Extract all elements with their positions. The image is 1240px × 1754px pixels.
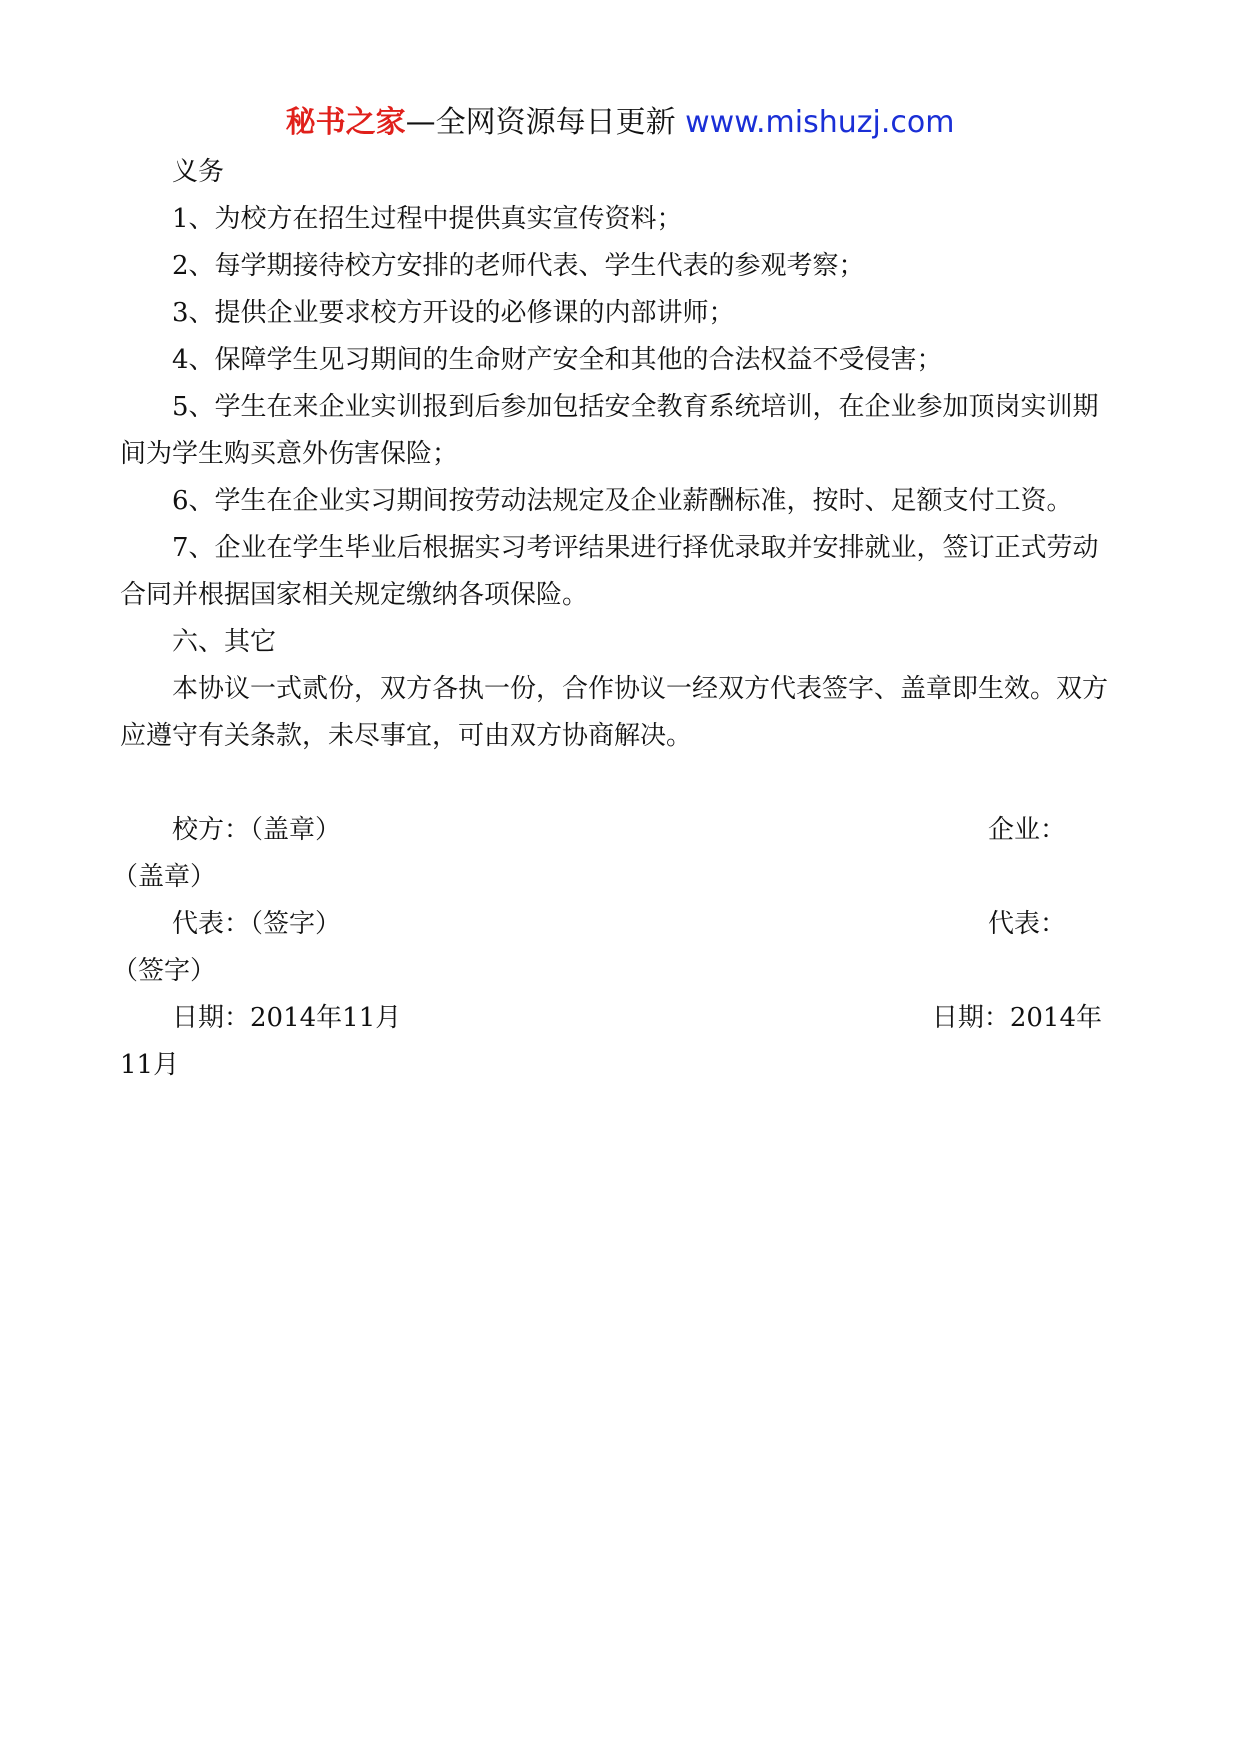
obligation-item-2: 2、每学期接待校方安排的老师代表、学生代表的参观考察； <box>172 251 865 281</box>
corp-date-continuation: 11月 <box>120 1050 180 1080</box>
corp-seal-continuation: （盖章） <box>112 862 217 892</box>
obligation-item-1: 1、为校方在招生过程中提供真实宣传资料； <box>172 204 683 234</box>
obligation-item-7: 7、企业在学生毕业后根据实习考评结果进行择优录取并安排就业，签订正式劳动合同并根据国家相关规定缴纳各项保险。 <box>120 533 1099 610</box>
obligation-item-4: 4、保障学生见习期间的生命财产安全和其他的合法权益不受侵害； <box>172 345 943 375</box>
corp-rep-continuation: （签字） <box>112 956 217 986</box>
document-body <box>112 149 1120 1089</box>
corp-label: 企业： <box>987 815 1066 845</box>
other-section-text: 本协议一式贰份，双方各执一份，合作协议一经双方代表签字、盖章即生效。双方应遵守有关条款，未尽事宜，可由双方协商解决。 <box>120 674 1109 751</box>
seal-row <box>120 807 1120 854</box>
date-row <box>120 995 1120 1042</box>
obligation-item-5: 5、学生在来企业实训报到后参加包括安全教育系统培训，在企业参加顶岗实训期间为学生购买意外伤害保险； <box>120 392 1099 469</box>
corp-date: 日期：2014年 <box>931 1003 1102 1033</box>
brand-name: 秘书之家 <box>285 105 406 140</box>
header-slogan: —全网资源每日更新 <box>405 105 686 140</box>
corp-rep-label: 代表： <box>987 909 1066 939</box>
site-url[interactable]: www.mishuzj.com <box>685 105 955 140</box>
section-title: 义务 <box>172 157 225 187</box>
school-rep-label: 代表：（签字） <box>172 909 342 939</box>
obligation-item-3: 3、提供企业要求校方开设的必修课的内部讲师； <box>172 298 735 328</box>
representative-row <box>120 901 1120 948</box>
school-seal-label: 校方：（盖章） <box>172 815 342 845</box>
spacer <box>120 760 1120 807</box>
watermark-header <box>0 98 1240 148</box>
obligation-item-6: 6、学生在企业实习期间按劳动法规定及企业薪酬标准，按时、足额支付工资。 <box>172 486 1073 516</box>
other-section-title: 六、其它 <box>172 627 277 657</box>
school-date: 日期：2014年11月 <box>172 1003 402 1033</box>
